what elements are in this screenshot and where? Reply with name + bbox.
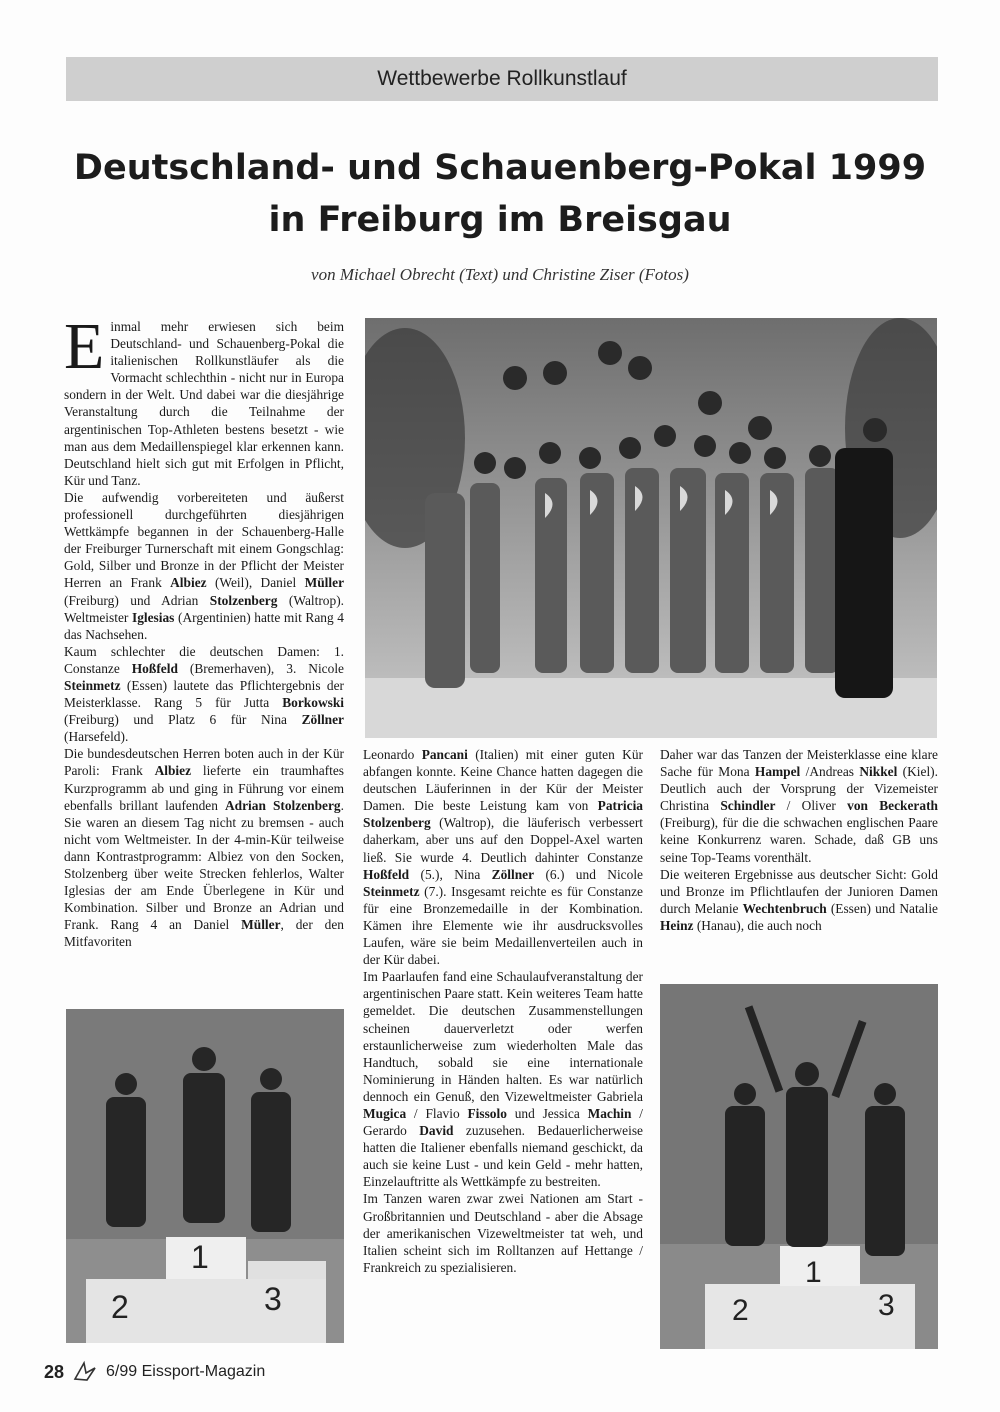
- podium-photo-left-image: [66, 1009, 344, 1343]
- paragraph: Leonardo Pancani (Italien) mit einer guten Kür abfangen konnte. Keine Chance hatten dagegen die deutschen Läuferinnen in der Kür der Meister Damen. Die beste Leistung kam von Patricia Stolzenberg (Waltrop), die läuferisch verbessert daherkam, aber uns auf den Doppel-Axel warten ließ. Sie wurde 4. Deutlich dahinter Constanze Hoßfeld (5.), Nina Zöllner (6.) und Nicole Steinmetz (7.). Insgesamt reichte es für Constanze für eine Bronzemedaille in der Kombination. Kämen ihre Elemente wie ihr ausdrucksvolles Laufen, wäre sie beim Medaillenverteilen auch in der Kür dabei.: [363, 747, 643, 968]
- podium-label-second: 2: [732, 1294, 749, 1327]
- bird-logo-icon: [72, 1359, 98, 1385]
- drop-cap: E: [64, 318, 105, 383]
- text-column-2: [363, 746, 643, 1354]
- section-title: Wettbewerbe Rollkunstlauf: [377, 67, 627, 90]
- paragraph: Die bundesdeutschen Herren boten auch in der Kür Paroli: Frank Albiez lieferte ein traumhaftes Kurzprogramm ab und ging in Führung vor einem ebenfalls brillant laufenden Adrian Stolzenberg. Sie waren an diesem Tag nicht zu bremsen - auch nicht vom Weltmeister. In der 4-min-Kür teilweise dann Kontrastprogramm: Albiez von den Socken, Stolzenberg über weite Strecken fehlerlos, Walter Iglesias der am Ende Überlegene in Kür und Kombination. Silber und Bronze an Adrian und Frank. Rang 4 an Daniel Müller, der den Mitfavoriten: [64, 746, 344, 950]
- podium-photo-right: [660, 984, 938, 1349]
- group-photo: [365, 318, 937, 738]
- paragraph: Die aufwendig vorbereiteten und äußerst professionell durchgeführten diesjährigen Wettkämpfe begannen in der Schauenberg-Halle der Freiburger Turnerschaft mit einem Gongschlag: Gold, Silber und Bronze in der Pflicht der Meister Herren an Frank Albiez (Weil), Daniel Müller (Freiburg) und Adrian Stolzenberg (Waltrop). Weltmeister Iglesias (Argentinien) hatte mit Rang 4 das Nachsehen.: [64, 489, 344, 642]
- paragraph: Einmal mehr erwiesen sich beim Deutschland- und Schauenberg-Pokal die italienischen Rollkunstläufer als die Vormacht schlechthin - nicht nur in Europa sondern in der Welt. Und dabei war die diesjährige Veranstaltung durch die Teilnahme der argentinischen Top-Athleten bestens besetzt - wie man aus dem Medaillenspiegel klar erkennen kann. Deutschland hielt sich gut mit Erfolgen in Pflicht, Kür und Tanz.: [64, 318, 344, 488]
- paragraph: Die weiteren Ergebnisse aus deutscher Sicht: Gold und Bronze im Pflichtlaufen der Junioren Damen durch Melanie Wechtenbruch (Essen) und Natalie Heinz (Hanau), die auch noch: [660, 866, 938, 933]
- paragraph: Kaum schlechter die deutschen Damen: 1. Constanze Hoßfeld (Bremerhaven), 3. Nicole Steinmetz (Essen) lautete das Pflichtergebnis der Meisterklasse. Rang 5 für Jutta Borkowski (Freiburg) und Platz 6 für Nina Zöllner (Harsefeld).: [64, 643, 344, 745]
- section-header: [66, 57, 938, 101]
- title-line-2: in Freiburg im Breisgau: [268, 200, 732, 240]
- podium-label-third: 3: [878, 1289, 895, 1322]
- paragraph: Im Paarlaufen fand eine Schaulaufveranstaltung der argentinischen Paare statt. Kein weiteres Team hatte gemeldet. Die deutschen Zusammenstellungen scheinen dauerverletzt oder werfen erstaunlicherweise zum wiederholten Male das Handtuch, sobald sie eine internationale Nominierung in Händen halten. Es war natürlich dennoch ein Genuß, den Vizeweltmeister Gabriela Mugica / Flavio Fissolo und Jessica Machin / Gerardo David zuzusehen. Bedauerlicherweise hatten die Italiener ebenfalls niemand geschickt, da auch sie keine Lust - und kein Geld - mehr hatten, Einzelauftritte als Wettkämpfe zu bestreiten.: [363, 969, 643, 1190]
- podium-label-second: 2: [111, 1289, 129, 1325]
- page-number: 28: [44, 1361, 65, 1382]
- text-column-1: [64, 318, 344, 1002]
- text-column-3: [660, 746, 938, 976]
- podium-photo-right-image: [660, 984, 938, 1349]
- title-line-1: Deutschland- und Schauenberg-Pokal 1999: [73, 148, 927, 188]
- podium-label-third: 3: [264, 1281, 282, 1317]
- paragraph: Daher war das Tanzen der Meisterklasse eine klare Sache für Mona Hampel /Andreas Nikkel (Kiel). Deutlich auch der Vorsprung der Vizemeister Christina Schindler / Oliver von Beckerath (Freiburg), für die die schwachen englischen Paare keine Konkurrenz waren. Schade, daß GB uns seine Top-Teams vorenthält.: [660, 747, 938, 865]
- issue-label: 6/99 Eissport-Magazin: [106, 1363, 266, 1380]
- group-photo-image: [365, 318, 937, 738]
- page-footer: [44, 1359, 265, 1385]
- paragraph: Im Tanzen waren zwar zwei Nationen am Start - Großbritannien und Deutschland - aber die Absage der amerikanischen Vizeweltmeister tat weh, und Italien scheint sich im Rolltanzen auf Hettange / Frankreich zu spezialisieren.: [363, 1191, 643, 1275]
- podium-label-first: 1: [191, 1239, 209, 1275]
- article-title: [40, 142, 960, 246]
- byline: von Michael Obrecht (Text) und Christine Ziser (Fotos): [311, 265, 689, 284]
- podium-photo-left: [66, 1009, 344, 1343]
- podium-label-first: 1: [805, 1256, 822, 1289]
